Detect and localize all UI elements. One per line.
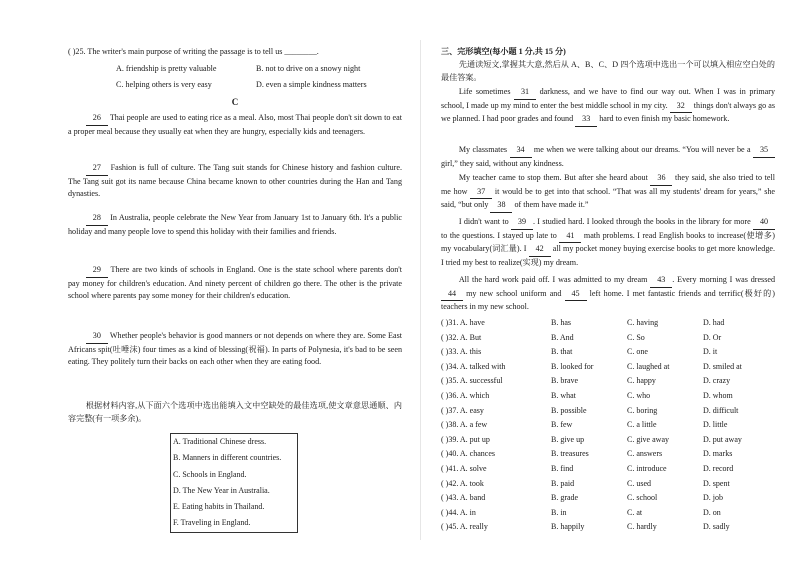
option-c: C. boring xyxy=(627,405,658,415)
question-number-option-a: ( )40. A. chances xyxy=(441,449,495,459)
question-number-option-a: ( )41. A. solve xyxy=(441,464,487,473)
option-c: C. one xyxy=(627,347,648,357)
cloze-text: me when we were talking about our dreams. “You will never be a xyxy=(531,145,754,154)
choice-f: F. Traveling in England. xyxy=(173,518,251,528)
question-number-option-a: ( )45. A. really xyxy=(441,522,488,532)
cloze-text: hard to even finish my basic homework. xyxy=(597,114,730,124)
option-b: B. treasures xyxy=(551,449,589,459)
option-d: D. put away xyxy=(703,434,742,444)
blank-36: 36 xyxy=(650,172,672,186)
q25-option-c: C. helping others is very easy xyxy=(116,79,212,89)
blank-31: 31 xyxy=(514,86,536,100)
blank-43: 43 xyxy=(650,274,672,288)
cloze-text: . Every morning I was dressed xyxy=(672,275,775,284)
cloze-paragraph-3 xyxy=(441,172,775,213)
question-number-option-a: ( )37. A. easy xyxy=(441,405,484,415)
q25-option-a: A. friendship is pretty valuable xyxy=(116,63,217,73)
option-c: C. give away xyxy=(627,434,669,444)
question-number-option-a: ( )34. A. talked with xyxy=(441,361,506,371)
section-c-heading: C xyxy=(231,97,239,107)
cloze-text: darkness, and we have to find our way out. When I was in primary school, I made up my mind to enter the best middle school in my city. xyxy=(441,87,775,110)
option-d: D. spent xyxy=(703,478,730,488)
blank-27: 27 xyxy=(86,162,108,176)
option-c: C. having xyxy=(627,318,659,327)
cloze-paragraph-2 xyxy=(441,144,775,170)
question-row xyxy=(441,521,777,536)
question-number-option-a: ( )35. A. successful xyxy=(441,376,503,386)
q25-option-b: B. not to drive on a snowy night xyxy=(256,63,361,73)
option-d: D. crazy xyxy=(703,376,731,386)
blank-26: 26 xyxy=(86,112,108,126)
blank-34: 34 xyxy=(510,144,532,158)
cloze-text: . I studied hard. I looked through the books in the library for more xyxy=(532,217,753,226)
question-number-option-a: ( )32. A. But xyxy=(441,332,482,342)
cloze-text: All the hard work paid off. I was admitted to my dream xyxy=(458,275,651,284)
question-row xyxy=(441,419,777,434)
cloze-text: they said, she also tried to tell me how xyxy=(441,173,776,196)
option-b: B. And xyxy=(551,332,574,342)
question-number-option-a: ( )33. A. this xyxy=(441,347,482,357)
option-b: B. give up xyxy=(551,434,585,444)
choice-d: D. The New Year in Australia. xyxy=(173,485,270,495)
option-d: D. it xyxy=(703,347,718,357)
option-c: C. who xyxy=(627,391,651,400)
cloze-text: of them have made it.” xyxy=(512,200,589,210)
blank-42: 42 xyxy=(529,243,551,257)
cloze-paragraph-4 xyxy=(441,216,775,269)
option-d: D. record xyxy=(703,464,734,473)
question-row xyxy=(441,317,777,332)
cloze-text: math problems. I read English books to increase(使增多) my vocabulary(词汇量). I xyxy=(441,230,775,254)
option-d: D. whom xyxy=(703,391,733,400)
option-c: C. hardly xyxy=(627,522,657,532)
question-row xyxy=(441,448,777,463)
option-d: D. little xyxy=(703,420,728,430)
column-divider xyxy=(420,40,421,540)
option-d: D. job xyxy=(703,493,723,503)
question-row xyxy=(441,405,777,420)
cloze-paragraph-1 xyxy=(441,86,775,127)
option-d: D. smiled at xyxy=(703,361,742,371)
blank-45: 45 xyxy=(565,288,587,302)
question-row xyxy=(441,507,777,522)
cloze-text: Life sometimes xyxy=(458,87,515,96)
blank-35: 35 xyxy=(753,144,775,158)
passage-paragraph-27: 27 Fashion is full of culture. The Tang suit stands for Chinese history and fashion culture. The Tang suit got its name because China became known to other countries during the Han and Tang dynasties. xyxy=(68,163,402,199)
matching-instruction: 根据材料内容,从下面六个选项中选出能填入文中空缺处的最佳选项,使文章意思通顺、内容完整(有一项多余)。 xyxy=(68,401,402,423)
option-d: D. on xyxy=(703,507,721,517)
cloze-text: left home. I met fantastic friends and terrific(极好的) teachers in my new school. xyxy=(441,288,775,312)
blank-30: 30 xyxy=(86,330,108,344)
blank-40: 40 xyxy=(753,216,775,230)
cloze-text: my new school uniform and xyxy=(463,288,565,298)
blank-38: 38 xyxy=(490,199,512,213)
blank-32: 32 xyxy=(670,100,692,114)
answer-choices-box xyxy=(170,433,298,533)
blank-28: 28 xyxy=(86,212,108,226)
option-c: C. used xyxy=(627,478,651,488)
passage-paragraph-26: 26 Thai people are used to eating rice as a meal. Also, most Thai people don't sit down to eat a proper meal because they usually eat when they are hungry, especially kids and teenagers. xyxy=(68,113,402,136)
cloze-text: all my pocket money buying exercise books to get more knowledge. I tried my best to realize(实现) my dream. xyxy=(441,244,775,267)
cloze-text: I didn't want to xyxy=(458,217,511,226)
question-row xyxy=(441,361,777,376)
option-d: D. Or xyxy=(703,332,722,342)
question-row xyxy=(441,346,777,361)
option-d: D. had xyxy=(703,318,725,327)
cloze-text: My teacher came to stop them. But after she heard about xyxy=(458,173,651,182)
option-d: D. sadly xyxy=(703,522,730,532)
option-d: D. marks xyxy=(703,449,733,459)
question-row xyxy=(441,434,777,449)
question-number-option-a: ( )31. A. have xyxy=(441,318,485,327)
question-row xyxy=(441,463,777,478)
option-b: B. that xyxy=(551,347,573,357)
passage-paragraph-30: 30 Whether people's behavior is good manners or not depends on where they are. Some East Africans spit(吐唾沫) four times as a kind of blessing(祝福). In parts of Polynesia, it's bad to be seen eating. They politely turn their backs on each other when they are eating food. xyxy=(68,331,402,367)
option-b: B. in xyxy=(551,507,567,517)
option-c: C. school xyxy=(627,493,658,503)
choice-c: C. Schools in England. xyxy=(173,469,247,479)
question-number-option-a: ( )39. A. put up xyxy=(441,434,490,444)
option-c: C. answers xyxy=(627,449,663,459)
passage-paragraph-29: 29 There are two kinds of schools in England. One is the state school where parents don't pay money for children's education. And ninety percent of children go there. The other is the private school where parents pay some money for their children's education. xyxy=(68,265,402,301)
option-c: C. at xyxy=(627,507,643,517)
question-number-option-a: ( )43. A. band xyxy=(441,493,486,503)
blank-33: 33 xyxy=(575,113,597,127)
question-number-option-a: ( )38. A. a few xyxy=(441,420,488,430)
blank-37: 37 xyxy=(470,186,492,200)
option-b: B. what xyxy=(551,391,576,400)
option-b: B. has xyxy=(551,318,571,327)
question-number-option-a: ( )44. A. in xyxy=(441,507,476,517)
question-row xyxy=(441,390,777,405)
option-b: B. paid xyxy=(551,478,575,488)
question-25-stem: ( )25. The writer's main purpose of writing the passage is to tell us ________. xyxy=(68,47,319,56)
choice-e: E. Eating habits in Thailand. xyxy=(173,502,265,512)
blank-29: 29 xyxy=(86,264,108,278)
cloze-text: My classmates xyxy=(458,145,510,154)
question-row xyxy=(441,478,777,493)
option-b: B. find xyxy=(551,464,574,473)
option-c: C. laughed at xyxy=(627,361,670,371)
q25-option-d: D. even a simple kindness matters xyxy=(256,79,367,89)
question-row xyxy=(441,375,777,390)
option-c: C. So xyxy=(627,332,645,342)
blank-39: 39 xyxy=(511,216,533,230)
cloze-text: things don't always go as we planned. I had poor grades and found xyxy=(441,100,775,124)
option-b: B. few xyxy=(551,420,573,430)
question-25 xyxy=(68,46,402,91)
option-b: B. grade xyxy=(551,493,579,503)
option-c: C. happy xyxy=(627,376,656,386)
cloze-text: girl,” they said, without any kindness. xyxy=(441,158,564,168)
choice-a: A. Traditional Chinese dress. xyxy=(173,437,267,446)
cloze-text: to the questions. I stayed up late to xyxy=(441,230,560,240)
question-number-option-a: ( )42. A. took xyxy=(441,478,484,488)
option-c: C. introduce xyxy=(627,464,667,473)
choice-b: B. Manners in different countries. xyxy=(173,453,282,463)
blank-44: 44 xyxy=(441,288,463,302)
cloze-paragraph-5 xyxy=(441,274,775,314)
cloze-section-title: 三、完形填空(每小题 1 分,共 15 分) xyxy=(441,47,566,56)
question-number-option-a: ( )36. A. which xyxy=(441,391,490,400)
option-b: B. possible xyxy=(551,405,587,415)
passage-paragraph-28: 28 In Australia, people celebrate the New Year from January 1st to January 6th. It's a public holiday and many people love to spend this holiday with their families and friends. xyxy=(68,213,402,236)
option-d: D. difficult xyxy=(703,405,739,415)
question-row xyxy=(441,332,777,347)
question-row xyxy=(441,492,777,507)
cloze-text: it would be to get into that school. “That was all my students' dream for years,” she said, “but only xyxy=(441,186,775,210)
option-b: B. happily xyxy=(551,522,585,532)
cloze-instruction: 先通读短文,掌握其大意,然后从 A、B、C、D 四个选项中选出一个可以填入相应空白处的最佳答案。 xyxy=(441,60,775,82)
option-b: B. looked for xyxy=(551,361,594,371)
blank-41: 41 xyxy=(559,230,581,244)
option-b: B. brave xyxy=(551,376,579,386)
option-c: C. a little xyxy=(627,420,657,430)
